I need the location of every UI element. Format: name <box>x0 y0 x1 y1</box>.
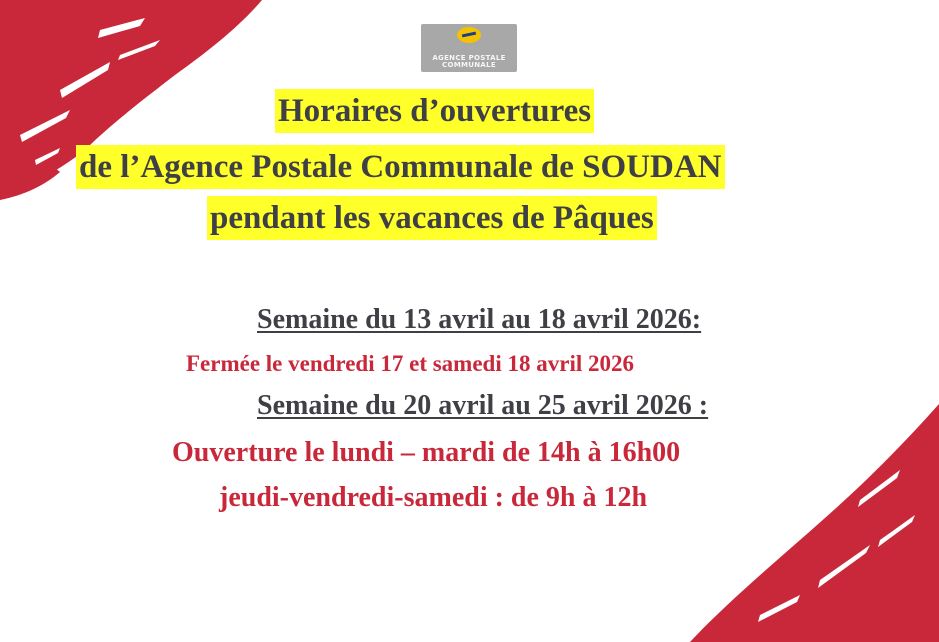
title-line-3: pendant les vacances de Pâques <box>207 196 657 240</box>
week2-heading: Semaine du 20 avril au 25 avril 2026 : <box>257 390 709 421</box>
week1-heading: Semaine du 13 avril au 18 avril 2026: <box>257 304 702 335</box>
la-poste-agence-postale-logo <box>421 24 517 72</box>
title-line-1: Horaires d’ouvertures <box>275 89 594 133</box>
logo-text-line2: COMMUNALE <box>442 61 496 69</box>
title-line-2: de l’Agence Postale Communale de SOUDAN <box>76 145 725 189</box>
logo-text-line1: AGENCE POSTALE <box>432 54 506 62</box>
week2-hours-line2: jeudi-vendredi-samedi : de 9h à 12h <box>219 482 648 513</box>
week1-closure-note: Fermée le vendredi 17 et samedi 18 avril 2026 <box>186 351 634 376</box>
la-poste-bird-icon <box>457 27 481 43</box>
week2-hours-line1: Ouverture le lundi – mardi de 14h à 16h00 <box>172 437 681 468</box>
